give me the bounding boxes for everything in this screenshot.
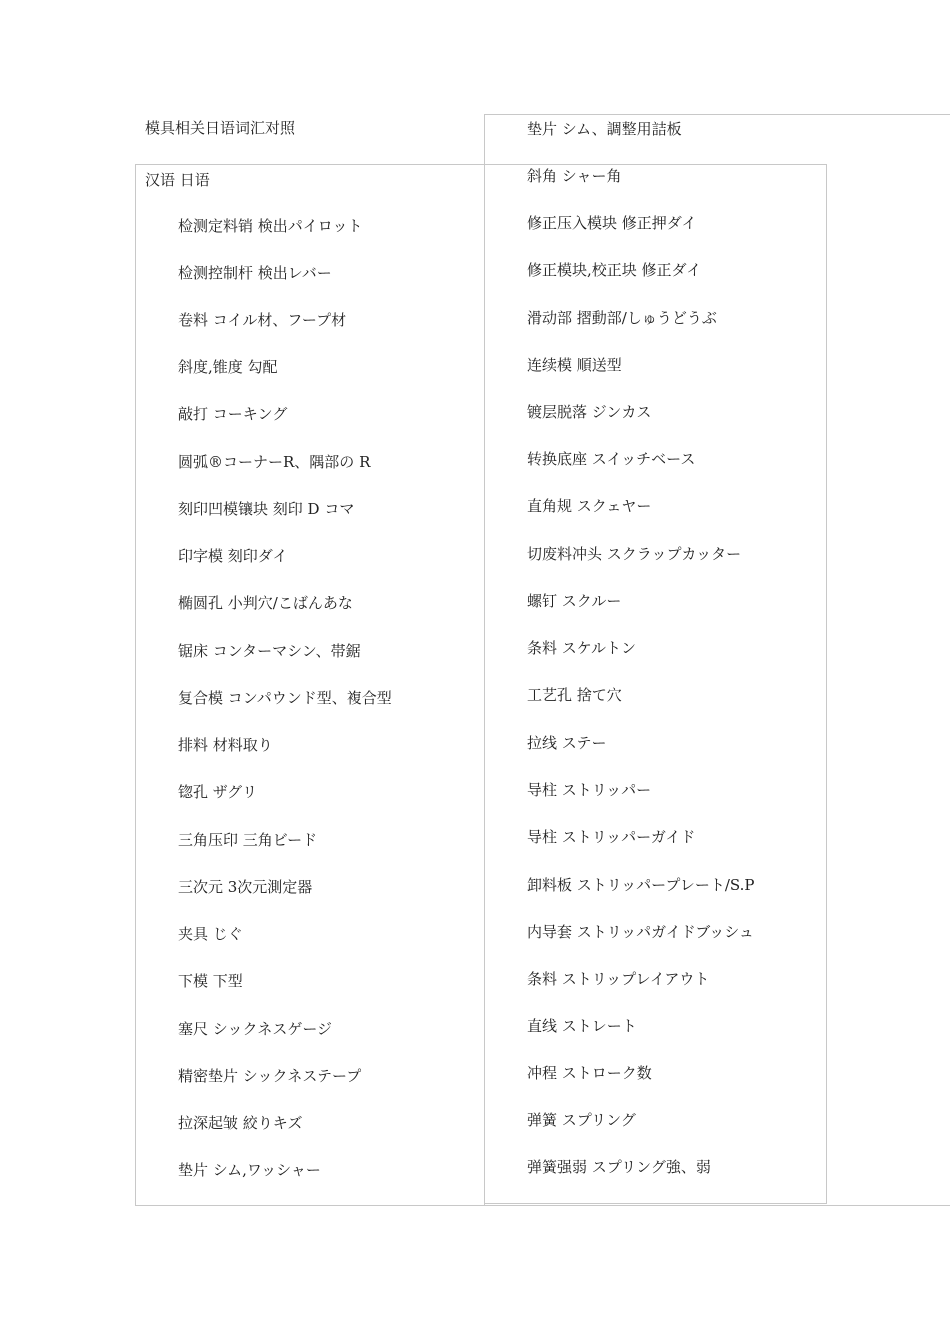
list-item: 导柱 ストリッパーガイド <box>527 828 696 846</box>
list-item: 镀层脱落 ジンカス <box>527 403 652 421</box>
list-item: 拉深起皱 絞りキズ <box>178 1114 303 1132</box>
list-item: 椭圆孔 小判穴/こばんあな <box>178 594 353 612</box>
list-item: 排料 材料取り <box>178 736 273 754</box>
list-item: 卷料 コイル材、フープ材 <box>178 311 347 329</box>
list-item: 检测定料销 検出パイロット <box>178 217 363 235</box>
list-item: 修正压入模块 修正押ダイ <box>527 214 697 232</box>
list-item: 卸料板 ストリッパープレート/S.P <box>527 876 755 894</box>
list-item: 精密垫片 シックネステープ <box>178 1067 362 1085</box>
list-item: 切废料冲头 スクラップカッター <box>527 545 742 563</box>
column-header: 汉语 日语 <box>145 171 210 189</box>
list-item: 内导套 ストリッパガイドブッシュ <box>527 923 754 941</box>
list-item: 转换底座 スイッチベース <box>527 450 696 468</box>
list-item: 复合模 コンパウンド型、複合型 <box>178 689 392 707</box>
list-item: 斜角 シャー角 <box>527 167 622 185</box>
list-item: 条料 ストリップレイアウト <box>527 970 710 988</box>
table-rule-header <box>135 164 827 165</box>
table-rule-top-right <box>484 114 950 115</box>
list-item: 印字模 刻印ダイ <box>178 547 288 565</box>
list-item: 三角压印 三角ビード <box>178 831 318 849</box>
list-item: 锪孔 ザグリ <box>178 783 258 801</box>
table-rule-bottom-inner <box>484 1203 827 1204</box>
list-item: 冲程 ストローク数 <box>527 1064 652 1082</box>
list-item: 斜度,锥度 勾配 <box>178 358 278 376</box>
list-item: 敲打 コーキング <box>178 405 288 423</box>
list-item: 下模 下型 <box>178 972 243 990</box>
list-item: 刻印凹模镶块 刻印 D コマ <box>178 500 355 518</box>
table-rule-right <box>826 164 827 1204</box>
document-title: 模具相关日语词汇对照 <box>145 119 296 137</box>
list-item: 滑动部 摺動部/しゅうどうぶ <box>527 309 717 327</box>
list-item: 连续模 順送型 <box>527 356 622 374</box>
list-item: 圆弧®コーナーR、隅部の R <box>178 453 371 471</box>
list-item: 直角规 スクェヤー <box>527 497 652 515</box>
list-item: 弹簧 スプリング <box>527 1111 636 1129</box>
table-rule-left <box>135 164 136 1206</box>
table-rule-bottom <box>135 1205 950 1206</box>
list-item: 垫片 シム,ワッシャー <box>178 1161 321 1179</box>
list-item: 条料 スケルトン <box>527 639 637 657</box>
table-rule-middle <box>484 114 485 1206</box>
list-item: 锯床 コンターマシン、帯鋸 <box>178 642 361 660</box>
list-item: 直线 ストレート <box>527 1017 637 1035</box>
list-item: 螺钉 スクルー <box>527 592 622 610</box>
list-item: 塞尺 シックネスゲージ <box>178 1020 333 1038</box>
list-item: 修正模块,校正块 修正ダイ <box>527 261 702 279</box>
list-item: 垫片 シム、調整用詰板 <box>527 120 682 138</box>
list-item: 夹具 じぐ <box>178 925 243 943</box>
list-item: 弹簧强弱 スプリング強、弱 <box>527 1158 711 1176</box>
list-item: 工艺孔 捨て穴 <box>527 686 622 704</box>
list-item: 导柱 ストリッパー <box>527 781 652 799</box>
list-item: 拉线 ステー <box>527 734 607 752</box>
list-item: 三次元 3次元測定器 <box>178 878 313 896</box>
list-item: 检测控制杆 検出レバー <box>178 264 332 282</box>
